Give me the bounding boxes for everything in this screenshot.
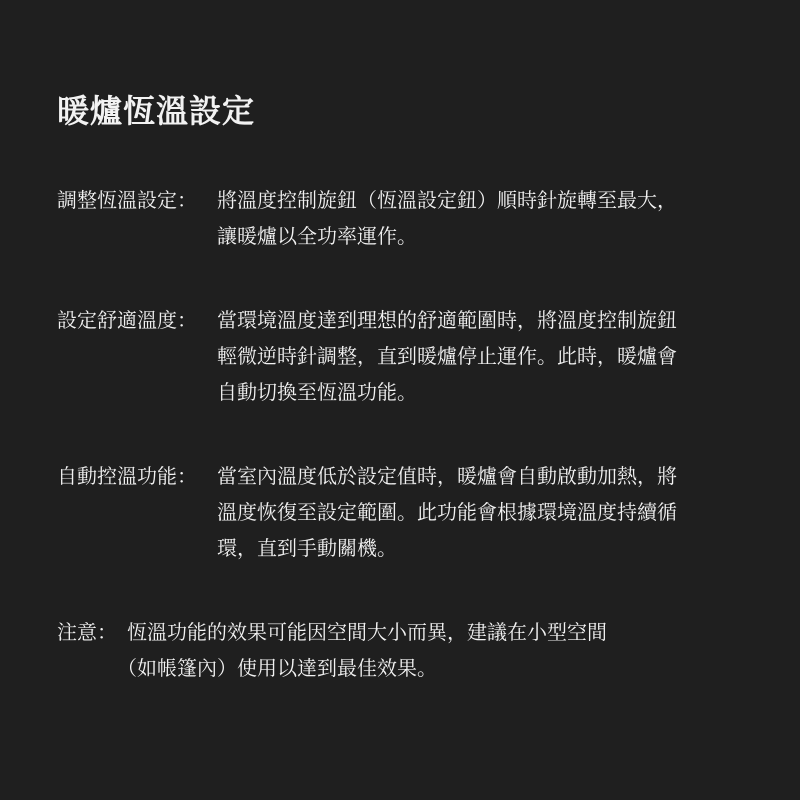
section-body xyxy=(117,614,607,686)
section-body xyxy=(217,302,677,410)
section-text-line: 自動切換至恆溫功能。 xyxy=(217,380,417,404)
section-body xyxy=(217,458,677,566)
section-text-line: （如帳篷內）使用以達到最佳效果。 xyxy=(117,656,437,680)
section-text-line: 恆溫功能的效果可能因空間大小而異，建議在小型空間 xyxy=(127,620,607,644)
section-label: 注意： xyxy=(57,620,117,644)
section-text-line: 當室內溫度低於設定值時，暖爐會自動啟動加熱，將 xyxy=(217,464,677,488)
section-text-line: 輕微逆時針調整，直到暖爐停止運作。此時，暖爐會 xyxy=(217,344,677,368)
section-label: 自動控溫功能： xyxy=(57,464,197,488)
section-label: 設定舒適溫度： xyxy=(57,308,197,332)
section-set-comfort-temperature xyxy=(57,302,677,410)
page-title: 暖爐恆溫設定 xyxy=(57,92,256,130)
section-body xyxy=(217,182,677,254)
section-auto-temperature-control xyxy=(57,458,677,566)
section-label: 調整恆溫設定： xyxy=(57,188,197,212)
section-text-line: 讓暖爐以全功率運作。 xyxy=(217,224,417,248)
section-text-line: 溫度恢復至設定範圍。此功能會根據環境溫度持續循 xyxy=(217,500,677,524)
section-notice xyxy=(57,614,607,686)
section-text-line: 環，直到手動關機。 xyxy=(217,536,397,560)
section-text-line: 當環境溫度達到理想的舒適範圍時，將溫度控制旋鈕 xyxy=(217,308,677,332)
section-adjust-thermostat xyxy=(57,182,677,254)
section-text-line: 將溫度控制旋鈕（恆溫設定鈕）順時針旋轉至最大， xyxy=(217,188,677,212)
